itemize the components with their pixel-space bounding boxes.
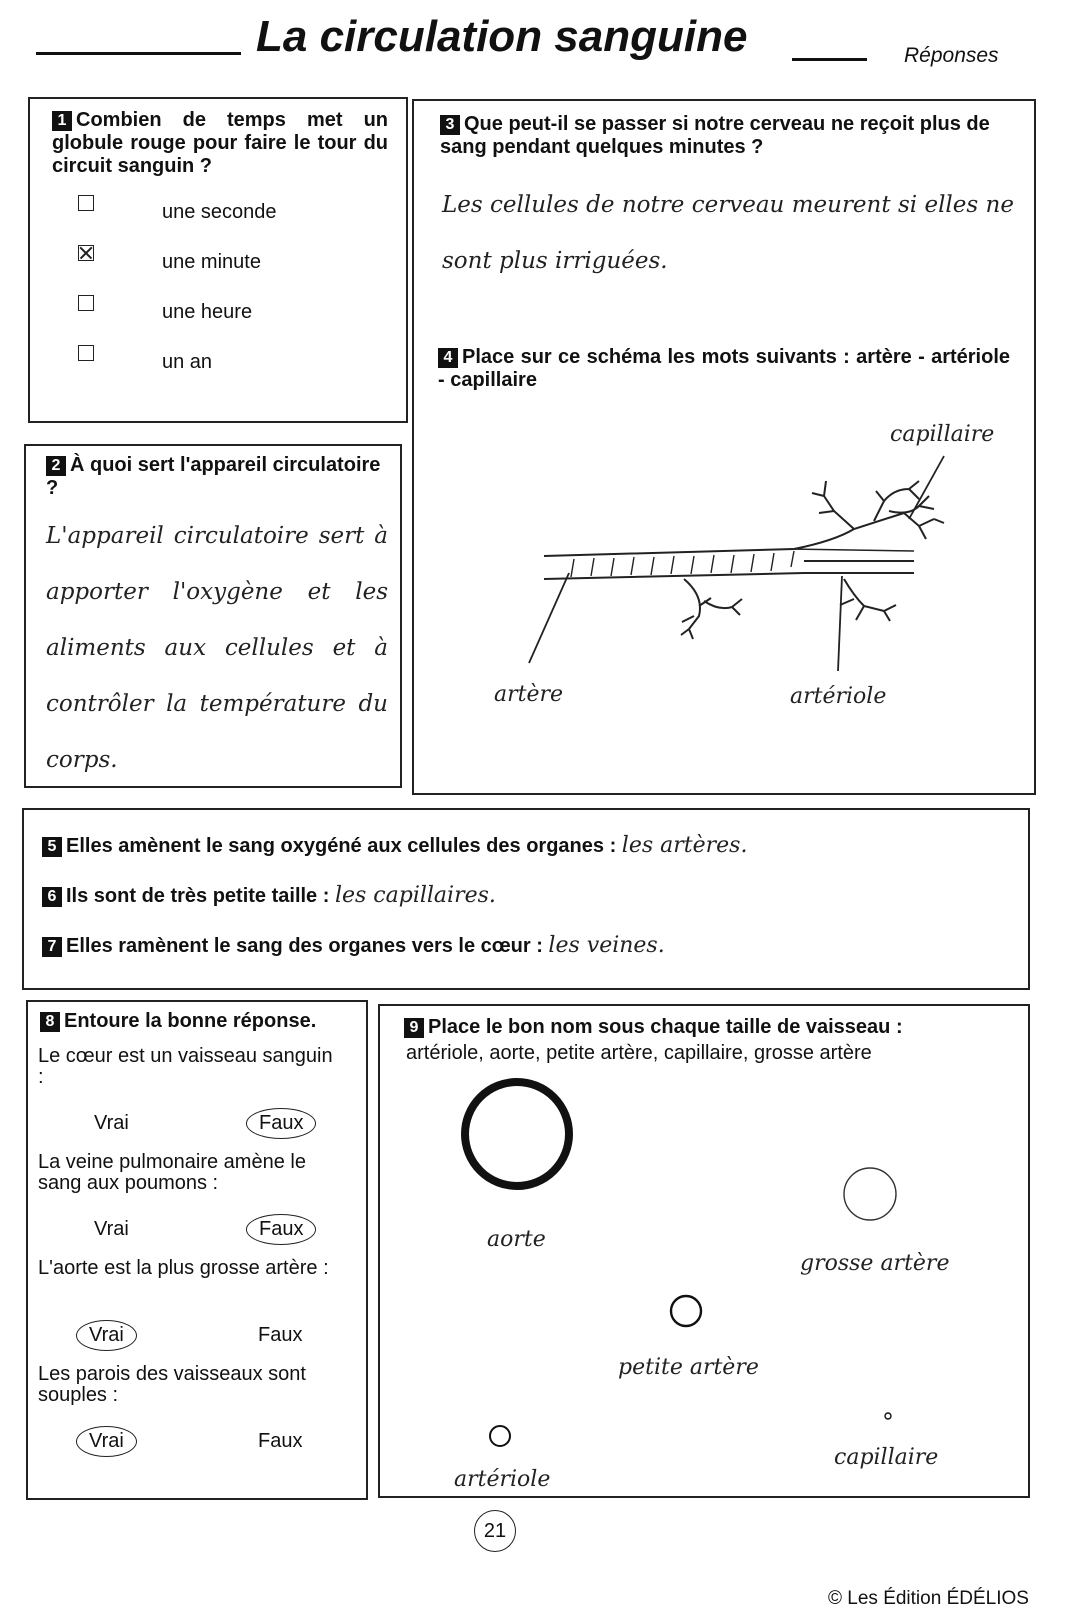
q1-checkbox[interactable] [78,245,94,261]
vessel-drawing [544,481,944,639]
q7-answer: les veines. [548,933,665,958]
q3-question [440,113,1014,159]
q7-number: 7 [42,937,62,957]
q8-vrai-option[interactable]: Vrai [94,1218,129,1240]
q1-box [28,97,408,423]
title-rule-left [36,52,241,55]
vessel-sizes [380,1006,1030,1496]
q5-number: 5 [42,837,62,857]
vessel-diagram [414,401,1034,731]
page-number-text: 21 [483,1520,507,1542]
q1-checkbox[interactable] [78,345,94,361]
vessel-capillaire-label: capillaire [834,1445,939,1470]
q7-row [42,934,665,958]
page-title: La circulation sanguine [256,12,748,61]
q8-vrai-option[interactable]: Vrai [76,1320,137,1351]
q8-vrai-option[interactable]: Vrai [94,1112,129,1134]
q8-question-text: Entoure la bonne réponse. [64,1010,317,1032]
q2-question-text: À quoi sert l'appareil circulatoire ? [46,454,381,499]
q9-box [378,1004,1030,1498]
q1-option-label: une heure [162,301,253,323]
q1-checkbox[interactable] [78,195,94,211]
q8-faux-option[interactable]: Faux [246,1108,316,1139]
q1-checkbox[interactable] [78,295,94,311]
label-capillaire: capillaire [890,422,995,447]
q8-faux-option[interactable]: Faux [258,1324,303,1346]
title-rule-right [792,58,867,61]
capillaire-pointer [909,456,944,519]
q5-answer: les artères. [621,833,748,858]
q2-question [46,454,386,500]
q5-q7-box [22,808,1030,990]
q8-number: 8 [40,1012,60,1032]
q3-answer: Les cellules de notre cerveau meurent si elles ne sont plus irriguées. [442,192,1014,274]
q2-answer: L'appareil circulatoire sert à apporter l'oxygène et les aliments aux cellules et à contrôler la température du corps. [46,523,388,773]
vessel-arteriole-label: artériole [454,1467,551,1492]
q8-statement: L'aorte est la plus grosse artère : [38,1257,329,1279]
q7-question: Elles ramènent le sang des organes vers le cœur : [66,935,543,957]
q6-question: Ils sont de très petite taille : [66,885,330,907]
q4-number: 4 [438,348,458,368]
q8-vrai-option[interactable]: Vrai [76,1426,137,1457]
q1-option-label: une minute [162,251,261,273]
page-number [474,1510,516,1552]
q8-statement: La veine pulmonaire amène le sang aux poumons : [38,1151,306,1194]
q4-question [438,346,1010,392]
petite-artere-circle [671,1296,701,1326]
copyright: © Les Édition ÉDÉLIOS [828,1588,1029,1609]
q3-q4-box [412,99,1036,795]
q3-question-text: Que peut-il se passer si notre cerveau ne reçoit plus de sang pendant quelques minutes ? [440,113,990,158]
q1-question-text: Combien de temps met un globule rouge pour faire le tour du circuit sanguin ? [52,109,388,177]
grosse-artere-circle [844,1168,896,1220]
q8-faux-option[interactable]: Faux [258,1430,303,1452]
aorte-circle [465,1082,569,1186]
vessel-petite-artere-label: petite artère [618,1355,759,1380]
label-arteriole: artériole [790,684,887,709]
q6-number: 6 [42,887,62,907]
q3-number: 3 [440,115,460,135]
vessel-grosse-artere-label: grosse artère [800,1251,950,1276]
label-artere: artère [494,682,564,707]
vessel-aorte-label: aorte [487,1227,546,1252]
q1-number: 1 [52,111,72,131]
q9-words: artériole, aorte, petite artère, capillaire, grosse artère [406,1042,872,1064]
q6-answer: les capillaires. [334,883,496,908]
q1-option-label: un an [162,351,213,373]
q8-faux-option[interactable]: Faux [246,1214,316,1245]
arteriole-circle [490,1426,510,1446]
q2-number: 2 [46,456,66,476]
q8-statement: Les parois des vaisseaux sont souples : [38,1363,306,1406]
q5-question: Elles amènent le sang oxygéné aux cellules des organes : [66,835,617,857]
q8-statement: Le cœur est un vaisseau sanguin : [38,1045,333,1088]
q6-row [42,884,496,908]
q1-question [52,109,388,178]
capillaire-circle [885,1413,891,1419]
q5-row [42,834,747,858]
page-subtitle: Réponses [904,44,999,67]
artere-pointer [529,573,569,663]
q1-option-label: une seconde [162,201,277,223]
q8-box [26,1000,368,1500]
q2-box [24,444,402,788]
arteriole-pointer [838,576,842,671]
q9-question-text: Place le bon nom sous chaque taille de vaisseau : [428,1016,903,1038]
q9-number: 9 [404,1018,424,1038]
q8-question [40,1010,316,1033]
q4-question-text: Place sur ce schéma les mots suivants : artère - artériole - capillaire [438,346,1010,391]
